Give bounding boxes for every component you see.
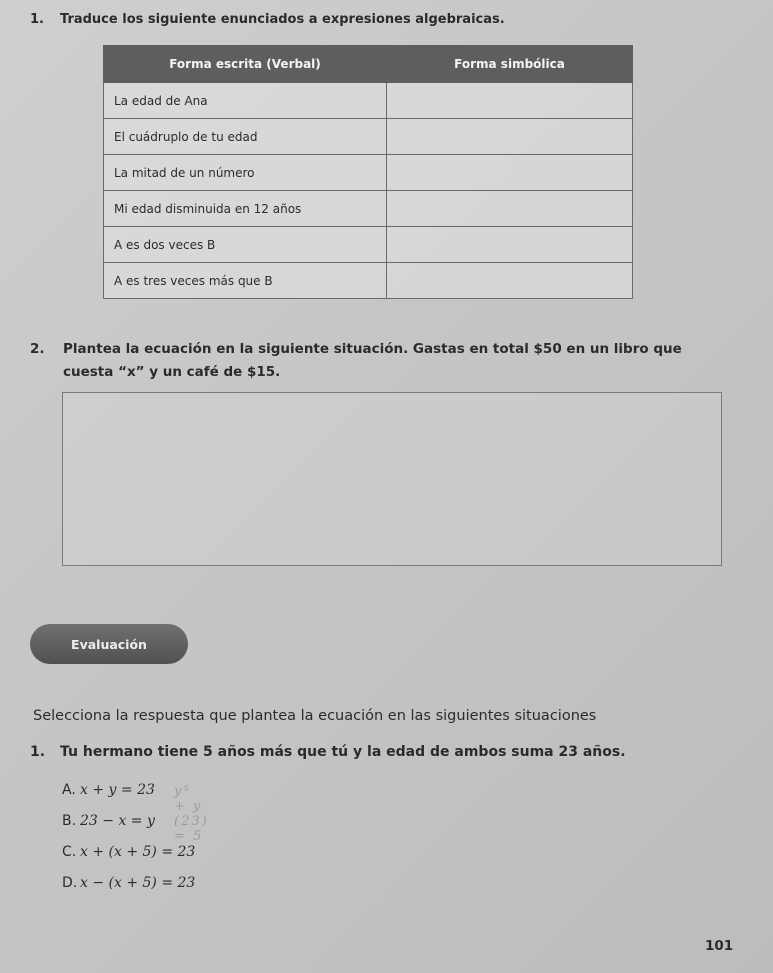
option-a[interactable]: A. x + y = 23 y⁵ + y (23) = 5 (62, 782, 209, 844)
symbolic-cell[interactable] (387, 119, 633, 155)
table-row (104, 263, 633, 299)
translation-table (103, 45, 633, 299)
page-number: 101 (705, 938, 734, 954)
table-row (104, 227, 633, 263)
question-2-line-2: cuesta “x” y un café de $15. (63, 364, 281, 380)
symbolic-cell[interactable] (387, 263, 633, 299)
verbal-cell: Mi edad disminuida en 12 años (104, 191, 387, 227)
table-row (104, 119, 633, 155)
question-1-title: 1. Traduce los siguiente enunciados a expresiones algebraicas. (30, 12, 505, 27)
option-b[interactable]: B. 23 − x = y (62, 813, 155, 829)
evaluation-instruction: Selecciona la respuesta que plantea la ecuación en las siguientes situaciones (33, 708, 597, 724)
table-row (104, 155, 633, 191)
verbal-cell: A es dos veces B (104, 227, 387, 263)
question-2-number: 2. (30, 341, 45, 357)
header-verbal: Forma escrita (Verbal) (104, 46, 387, 83)
verbal-cell: La edad de Ana (104, 83, 387, 119)
question-2-line-1: Plantea la ecuación en la siguiente situación. Gastas en total $50 en un libro que (63, 341, 682, 357)
answer-options (62, 782, 209, 906)
question-2 (30, 338, 730, 384)
handwritten-note: y⁵ + y (23) = 5 (174, 784, 209, 844)
verbal-cell: A es tres veces más que B (104, 263, 387, 299)
answer-box[interactable] (62, 392, 722, 566)
symbolic-cell[interactable] (387, 155, 633, 191)
option-d[interactable]: D. x − (x + 5) = 23 (62, 875, 196, 891)
verbal-cell: El cuádruplo de tu edad (104, 119, 387, 155)
table-row (104, 83, 633, 119)
option-c[interactable]: C. x + (x + 5) = 23 (62, 844, 196, 860)
header-symbolic: Forma simbólica (387, 46, 633, 83)
symbolic-cell[interactable] (387, 83, 633, 119)
evaluation-question: 1. Tu hermano tiene 5 años más que tú y la edad de ambos suma 23 años. (30, 744, 626, 760)
verbal-cell: La mitad de un número (104, 155, 387, 191)
table-header-row (104, 46, 633, 83)
evaluation-badge: Evaluación (30, 624, 188, 664)
symbolic-cell[interactable] (387, 191, 633, 227)
table-row (104, 191, 633, 227)
symbolic-cell[interactable] (387, 227, 633, 263)
